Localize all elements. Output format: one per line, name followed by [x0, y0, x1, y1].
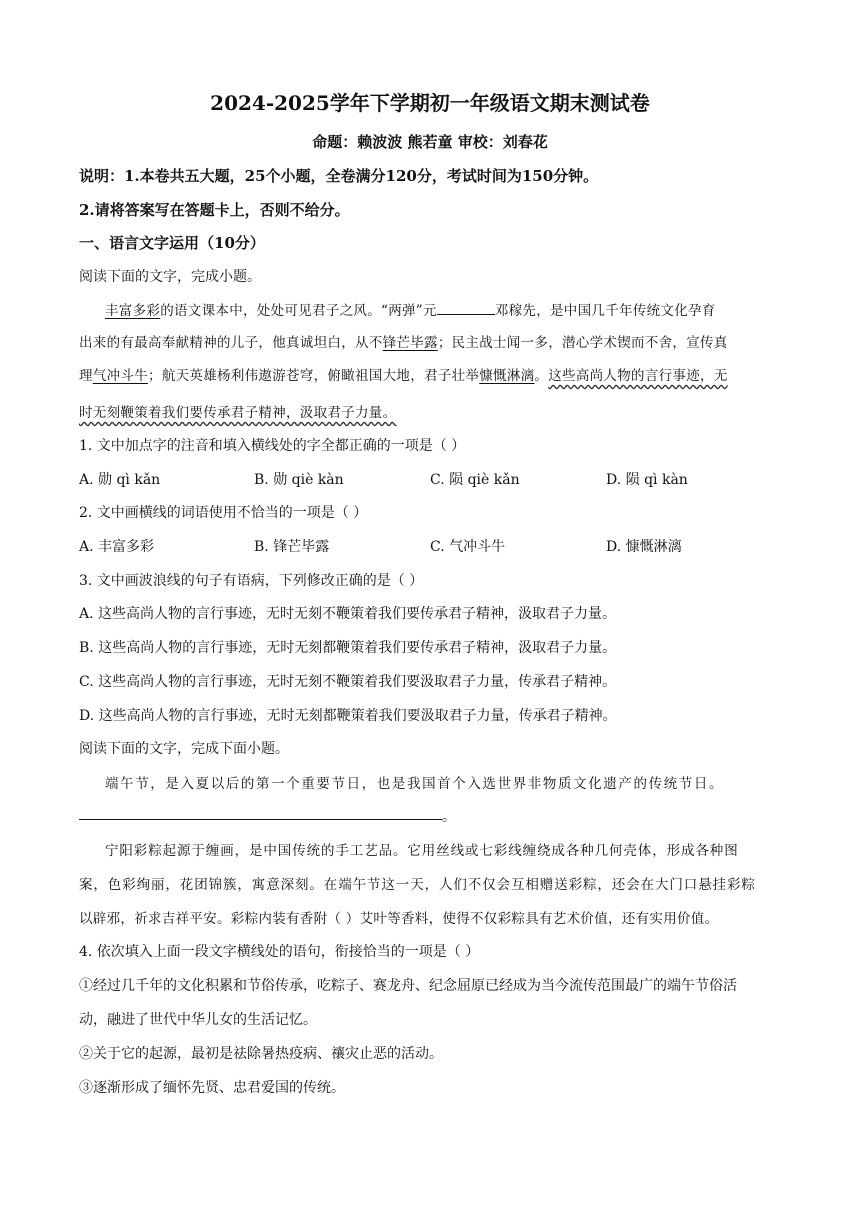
q1-option-a[interactable]: A. 勋 qì kǎn — [79, 472, 161, 488]
underlined-term: 气冲斗牛 — [92, 368, 149, 384]
q1-option-b[interactable]: B. 勋 qiè kàn — [254, 472, 344, 488]
question-2-stem: 2. 文中画横线的词语使用不恰当的一项是（ ） — [79, 505, 368, 521]
passage2-line-1: 端午节，是入夏以后的第一个重要节日，也是我国首个入选世界非物质文化遗产的传统节日。 — [105, 776, 725, 792]
passage2-blank-end: 。 — [442, 809, 456, 825]
underlined-term: 锋芒毕露 — [382, 335, 438, 351]
q1-option-c[interactable]: C. 陨 qiè kǎn — [430, 472, 520, 488]
question-4-stem: 4. 依次填入上面一段文字横线处的语句，衔接恰当的一项是（ ） — [79, 944, 480, 960]
q1-option-d[interactable]: D. 陨 qì kàn — [606, 472, 688, 488]
passage2-line-3: 案，色彩绚丽，花团锦簇，寓意深刻。在端午节这一天，人们不仅会互相赠送彩粽，还会在大门口悬挂彩粽 — [79, 877, 756, 893]
page-title: 2024-2025学年下学期初一年级语文期末测试卷 — [210, 91, 650, 115]
instruction-line-2: 2.请将答案写在答题卡上，否则不给分。 — [79, 201, 350, 219]
q3-option-b[interactable]: B. 这些高尚人物的言行事迹，无时无刻都鞭策着我们要传承君子精神，汲取君子力量。 — [79, 640, 617, 656]
passage-line-4 — [79, 403, 396, 423]
q2-option-a[interactable]: A. 丰富多彩 — [79, 539, 155, 555]
reading-intro-2: 阅读下面的文字，完成下面小题。 — [79, 741, 289, 757]
wavy-sentence: 这些高尚人物的言行事迹，无 — [548, 368, 728, 384]
wavy-sentence: 时无刻鞭策着我们要传承君子精神，汲取君子力量。 — [79, 405, 397, 421]
fill-blank-line — [79, 819, 442, 820]
underlined-term: 丰富多彩 — [105, 303, 161, 319]
q2-option-d[interactable]: D. 慷慨淋漓 — [606, 539, 682, 555]
q4-item-2: ②关于它的起源，最初是祛除暑热疫病、禳灾止恶的活动。 — [79, 1046, 443, 1062]
q2-option-b[interactable]: B. 锋芒毕露 — [254, 539, 330, 555]
question-1-stem: 1. 文中加点字的注音和填入横线处的字全都正确的一项是（ ） — [79, 438, 466, 454]
question-3-stem: 3. 文中画波浪线的句子有语病，下列修改正确的是（ ） — [79, 573, 424, 589]
q3-option-c[interactable]: C. 这些高尚人物的言行事迹，无时无刻不鞭策着我们要汲取君子力量，传承君子精神。 — [79, 674, 617, 690]
passage-line-3: 理气冲斗牛；航天英雄杨利伟遨游苍穹，俯瞰祖国大地，君子壮举慷慨淋漓。这些高尚人物的言行事迹，无 — [79, 368, 728, 384]
fill-blank — [437, 300, 495, 315]
passage-line-2: 出来的有最高奉献精神的儿子，他真诚坦白，从不锋芒毕露；民主战士闻一多，潜心学术锲而不舍，宣传真 — [79, 335, 728, 351]
q4-item-1-cont: 动，融进了世代中华儿女的生活记忆。 — [79, 1012, 317, 1028]
instruction-line-1: 说明：1.本卷共五大题，25个小题，全卷满分120分，考试时间为150分钟。 — [79, 167, 599, 185]
q4-item-3: ③逐渐形成了缅怀先贤、忠君爱国的传统。 — [79, 1080, 345, 1096]
exam-authors: 命题：赖波波 熊若童 审校：刘春花 — [312, 133, 548, 151]
reading-intro: 阅读下面的文字，完成小题。 — [79, 269, 261, 285]
q3-option-d[interactable]: D. 这些高尚人物的言行事迹，无时无刻都鞭策着我们要汲取君子力量，传承君子精神。 — [79, 708, 617, 724]
section-heading: 一、语言文字运用（10分） — [79, 234, 265, 252]
q2-option-c[interactable]: C. 气冲斗牛 — [430, 539, 506, 555]
underlined-term: 慷慨淋漓 — [479, 368, 535, 384]
passage2-line-4: 以辟邪，祈求吉祥平安。彩粽内装有香附（ ）艾叶等香料，使得不仅彩粽具有艺术价值，还有实用价值。 — [79, 911, 719, 927]
q4-item-1: ①经过几千年的文化积累和节俗传承，吃粽子、赛龙舟、纪念屈原已经成为当今流传范围最广的端午节俗活 — [79, 978, 737, 994]
q3-option-a[interactable]: A. 这些高尚人物的言行事迹，无时无刻不鞭策着我们要传承君子精神，汲取君子力量。 — [79, 606, 617, 622]
passage-line-1: 丰富多彩的语文课本中，处处可见君子之风。“两弹”元 邓稼先，是中国几千年传统文化孕育 — [105, 300, 716, 321]
passage2-line-2: 宁阳彩粽起源于缠画，是中国传统的手工艺品。它用丝线或七彩线缠绕成各种几何壳体，形成各种图 — [105, 843, 739, 859]
